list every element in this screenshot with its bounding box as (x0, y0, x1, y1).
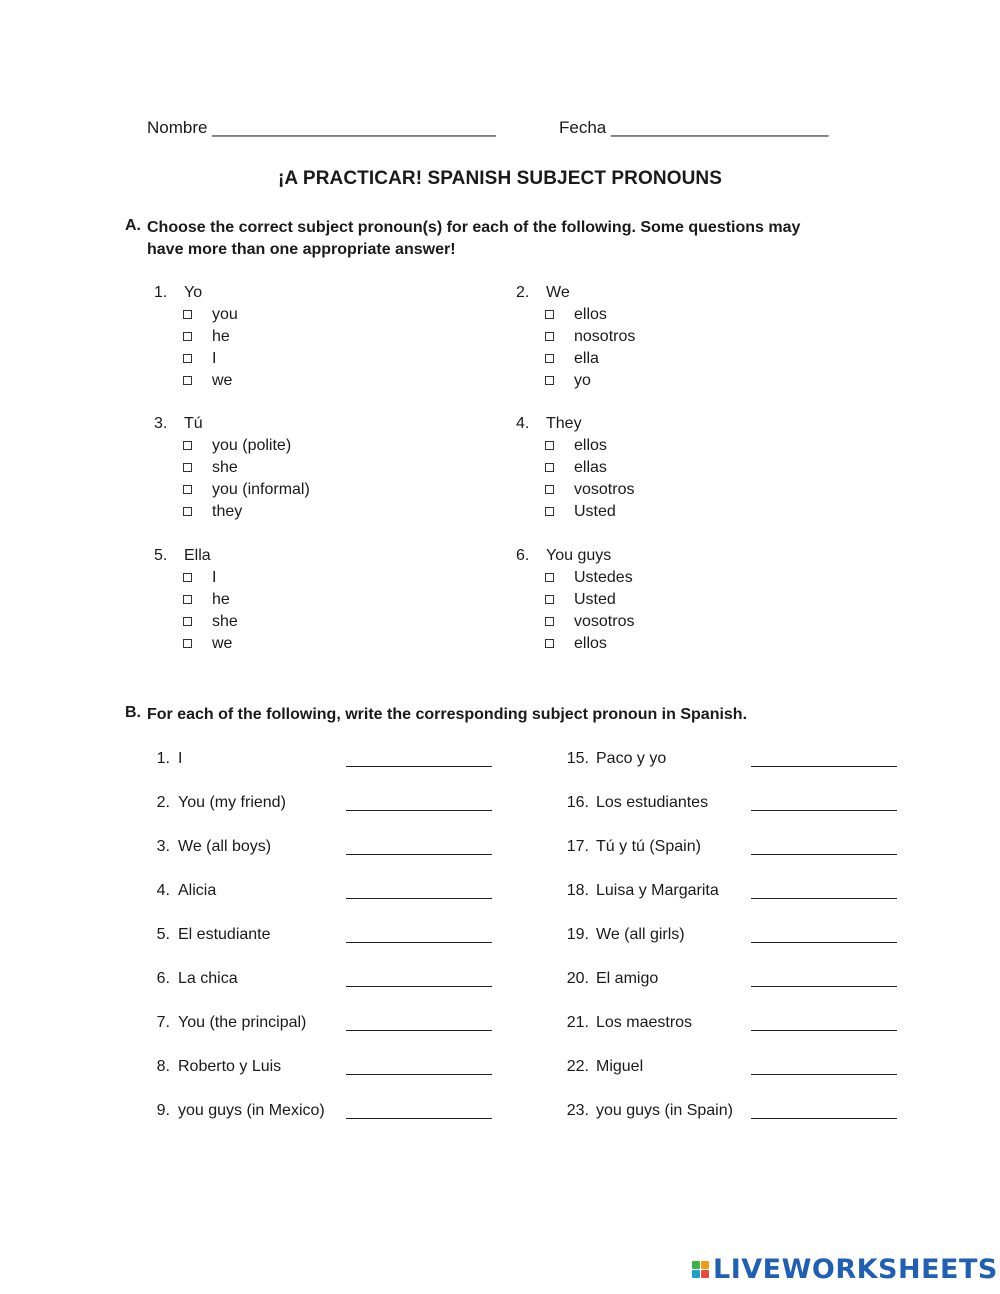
item-prompt: We (all boys) (178, 838, 272, 855)
option-label: we (212, 635, 233, 652)
answer-blank[interactable] (751, 1058, 897, 1075)
checkbox[interactable] (545, 463, 554, 472)
answer-blank[interactable] (751, 926, 897, 943)
question-text: You guys (546, 547, 612, 564)
item-number: 19. (566, 926, 589, 943)
item-prompt: You (the principal) (178, 1014, 307, 1031)
section-a-instruction: Choose the correct subject pronoun(s) for each of the following. Some questions may have more than one appropriate answer! (147, 219, 801, 258)
checkbox[interactable] (183, 617, 192, 626)
item-prompt: Luisa y Margarita (596, 882, 719, 899)
section-a-letter: A. (125, 217, 141, 234)
option-label: I (212, 569, 217, 586)
answer-blank[interactable] (751, 838, 897, 855)
checkbox[interactable] (183, 639, 192, 648)
logo-mark-icon (692, 1261, 709, 1278)
answer-blank[interactable] (346, 1102, 492, 1119)
item-number: 20. (566, 970, 589, 987)
answer-blank[interactable] (346, 882, 492, 899)
answer-blank[interactable] (751, 750, 897, 767)
checkbox[interactable] (183, 376, 192, 385)
answer-blank[interactable] (346, 794, 492, 811)
checkbox[interactable] (545, 354, 554, 363)
liveworksheets-logo (692, 1254, 998, 1284)
item-number: 5. (156, 926, 170, 943)
option-label: you (informal) (212, 481, 310, 498)
option-label: they (212, 503, 243, 520)
answer-blank[interactable] (346, 926, 492, 943)
checkbox[interactable] (545, 441, 554, 450)
option-label: ellos (574, 437, 607, 454)
question-text: They (546, 415, 582, 432)
item-number: 16. (566, 794, 589, 811)
checkbox[interactable] (545, 376, 554, 385)
option-label: he (212, 591, 230, 608)
option-label: vosotros (574, 481, 635, 498)
item-number: 21. (566, 1014, 589, 1031)
item-prompt: El amigo (596, 970, 659, 987)
option-label: he (212, 328, 230, 345)
item-prompt: you guys (in Mexico) (178, 1102, 325, 1119)
option-label: ellas (574, 459, 607, 476)
item-prompt: Paco y yo (596, 750, 667, 767)
item-prompt: Roberto y Luis (178, 1058, 282, 1075)
checkbox[interactable] (183, 595, 192, 604)
answer-blank[interactable] (751, 970, 897, 987)
option-label: ellos (574, 635, 607, 652)
item-prompt: Los estudiantes (596, 794, 709, 811)
option-label: yo (574, 372, 591, 389)
answer-blank[interactable] (346, 1014, 492, 1031)
option-label: I (212, 350, 217, 367)
option-label: she (212, 459, 238, 476)
date-field[interactable]: Fecha _______________________ (559, 118, 829, 137)
option-label: ella (574, 350, 599, 367)
question-stem (154, 415, 203, 433)
checkbox[interactable] (545, 485, 554, 494)
item-number: 15. (566, 750, 589, 767)
question-number: 1. (154, 284, 168, 301)
option-label: we (212, 372, 233, 389)
item-prompt: La chica (178, 970, 238, 987)
checkbox[interactable] (545, 617, 554, 626)
item-number: 6. (156, 970, 170, 987)
item-prompt: you guys (in Spain) (596, 1102, 733, 1119)
answer-blank[interactable] (346, 1058, 492, 1075)
logo-text: LIVEWORKSHEETS (713, 1253, 998, 1285)
item-number: 18. (566, 882, 589, 899)
option-label: Usted (574, 591, 616, 608)
name-field[interactable]: Nombre ______________________________ (147, 118, 496, 137)
question-number: 4. (516, 415, 530, 432)
option-label: Ustedes (574, 569, 633, 586)
checkbox[interactable] (545, 573, 554, 582)
checkbox[interactable] (545, 310, 554, 319)
item-number: 9. (156, 1102, 170, 1119)
question-number: 3. (154, 415, 168, 432)
question-number: 2. (516, 284, 530, 301)
item-prompt: Miguel (596, 1058, 644, 1075)
question-stem (154, 547, 211, 565)
question-text: Ella (184, 547, 211, 564)
question-stem (516, 284, 570, 302)
item-number: 8. (156, 1058, 170, 1075)
answer-blank[interactable] (751, 794, 897, 811)
item-number: 2. (156, 794, 170, 811)
answer-blank[interactable] (751, 1014, 897, 1031)
item-prompt: You (my friend) (178, 794, 286, 811)
question-number: 5. (154, 547, 168, 564)
item-prompt: I (178, 750, 183, 767)
item-prompt: El estudiante (178, 926, 271, 943)
checkbox[interactable] (183, 310, 192, 319)
question-text: Tú (184, 415, 203, 432)
option-label: you (polite) (212, 437, 292, 454)
answer-blank[interactable] (751, 882, 897, 899)
checkbox[interactable] (183, 332, 192, 341)
option-label: vosotros (574, 613, 635, 630)
question-number: 6. (516, 547, 530, 564)
option-label: you (212, 306, 238, 323)
option-label: ellos (574, 306, 607, 323)
checkbox[interactable] (545, 595, 554, 604)
option-label: Usted (574, 503, 616, 520)
checkbox[interactable] (545, 639, 554, 648)
item-number: 23. (566, 1102, 589, 1119)
answer-blank[interactable] (346, 750, 492, 767)
option-label: she (212, 613, 238, 630)
option-label: nosotros (574, 328, 636, 345)
item-number: 1. (156, 750, 170, 767)
checkbox[interactable] (545, 507, 554, 516)
checkbox[interactable] (183, 441, 192, 450)
item-number: 7. (156, 1014, 170, 1031)
section-b-instruction: For each of the following, write the corresponding subject pronoun in Spanish. (147, 706, 748, 723)
item-prompt: We (all girls) (596, 926, 685, 943)
item-prompt: Tú y tú (Spain) (596, 838, 701, 855)
question-stem (154, 284, 202, 302)
answer-blank[interactable] (346, 970, 492, 987)
page-title: ¡A PRACTICAR! SPANISH SUBJECT PRONOUNS (278, 168, 722, 189)
question-text: We (546, 284, 570, 301)
answer-blank[interactable] (751, 1102, 897, 1119)
checkbox[interactable] (183, 573, 192, 582)
checkbox[interactable] (545, 332, 554, 341)
section-b-letter: B. (125, 704, 141, 721)
item-number: 17. (566, 838, 589, 855)
checkbox[interactable] (183, 463, 192, 472)
checkbox[interactable] (183, 485, 192, 494)
item-prompt: Los maestros (596, 1014, 693, 1031)
question-stem (516, 415, 582, 433)
question-stem (516, 547, 611, 565)
item-number: 4. (156, 882, 170, 899)
answer-blank[interactable] (346, 838, 492, 855)
checkbox[interactable] (183, 354, 192, 363)
question-text: Yo (184, 284, 203, 301)
item-number: 3. (156, 838, 170, 855)
item-number: 22. (566, 1058, 589, 1075)
checkbox[interactable] (183, 507, 192, 516)
item-prompt: Alicia (178, 882, 217, 899)
